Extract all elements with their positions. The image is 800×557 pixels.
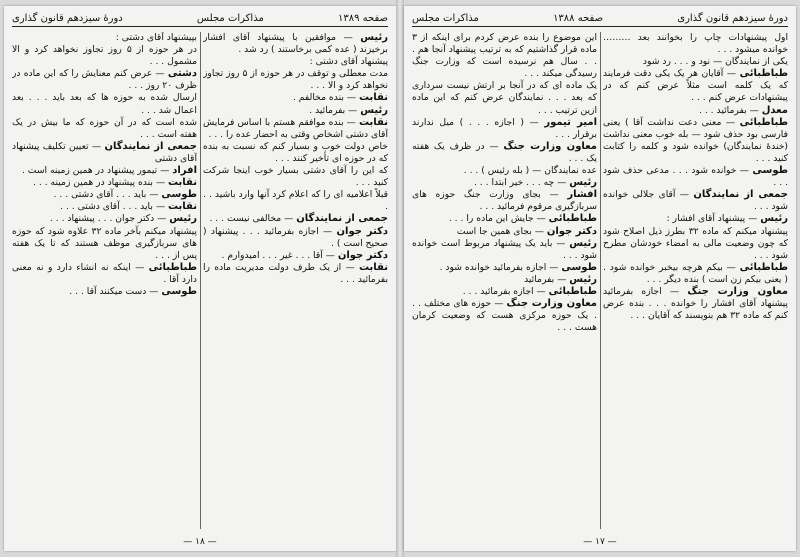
paragraph — [603, 56, 788, 68]
paragraph-text: — بفرمائید . . . — [699, 104, 759, 116]
paragraph — [412, 165, 597, 177]
speaker-name: معدل — [761, 104, 788, 116]
paragraph-text: — جایش این ماده را . . . — [448, 213, 546, 225]
paragraph — [12, 177, 197, 189]
paragraph — [12, 92, 197, 116]
paragraph — [203, 56, 388, 68]
speaker-name: معاون وزارت جنگ — [687, 285, 788, 297]
paragraph-text: — آقایان هر یک یکی دقت فرمایند که یک کلمه است مثلاً عرض کنم که در پیشنهادات عرض کنم . . . — [603, 68, 788, 104]
journal-title: مذاکرات مجلس — [196, 12, 264, 24]
paragraph-text: — بفرمائید . — [309, 104, 358, 116]
paragraph — [12, 262, 197, 286]
paragraph-text: این موضوع را بنده عرض کردم برای اینکه از ۳ ماده قرار گذاشتیم که به ترتیب پیشنهاد آنجا هم . . . سال هم نرسیده است که وزارت جنگ رسیدگی میکند . . . — [412, 32, 597, 80]
speaker-name: نقابت — [358, 261, 388, 273]
paragraph-text: که این را آقای دشتی بسیار خوب اینجا شرکت کنید . . . — [203, 165, 388, 189]
speaker-name: رئیس — [760, 213, 788, 225]
text-column — [603, 32, 788, 529]
speaker-name: طباطبائی — [548, 285, 597, 297]
speaker-name: افشار — [567, 189, 597, 201]
speaker-name: دکتر جوان — [546, 225, 597, 237]
paragraph — [603, 32, 788, 56]
paragraph-text: اول پیشنهادات چاپ را بخوانند بعد ……… خوانده میشود . . . — [603, 32, 788, 56]
paragraph-text: شده است که در آن حوزه که ما بیش در یک هفته است . . . — [12, 116, 197, 140]
paragraph-text: — معنی دعت نداشت آقا ) یعنی فارسی بود حذف شود — بله خوب معنی نداشت (خندهٔ نمایندگان) خوانده شود و کلمه را کتابت کنید . . . — [603, 116, 788, 164]
paragraph — [12, 189, 197, 201]
paragraph-text: — اجازه بفرمائید پیشنهاد آقای افشار را خوانده . . . بنده عرض کنم که ماده ۳۲ هم بنویسند که آقایان . . . — [603, 285, 788, 322]
speaker-name: رئیس — [569, 237, 597, 249]
paragraph-text: — تیمور پیشنهاد در همین زمینه است . — [21, 165, 170, 177]
paragraph — [603, 213, 788, 225]
paragraph — [412, 141, 597, 165]
book-gutter — [396, 0, 404, 557]
paragraph — [203, 189, 388, 213]
paragraph — [412, 298, 597, 334]
paragraph — [12, 44, 197, 68]
paragraph — [12, 32, 197, 44]
paragraph-text: — تعیین تکلیف پیشنهاد آقای دشتی — [12, 140, 197, 164]
paragraph — [203, 250, 388, 262]
speaker-name: دکتر جوان — [337, 249, 388, 261]
paragraph-text: — مخالفی نیست . . . — [209, 213, 294, 225]
paragraph-text: — اجازه بفرمائید . . . — [462, 285, 546, 297]
paragraph-text: — بنده موافقم هستم با اساس فرمایش آقای دشتی اشخاص وقتی به احضار عده را . . . — [203, 116, 388, 140]
paragraph-text: — باید یک پیشنهاد مربوط است خوانده شود . . . — [412, 237, 597, 261]
paragraph — [12, 201, 197, 213]
paragraph — [603, 117, 788, 165]
speaker-name: رئیس — [169, 213, 197, 225]
page-footer-number: — ۱۸ — — [183, 537, 217, 547]
paragraph-text: در هر حوزه از ۵ روز تجاوز نخواهد کرد و الا مشمول . . . — [12, 44, 197, 68]
paragraph-text: — بفرمائید — [524, 273, 567, 285]
paragraph-text: — خوانده شود . . . مدعی حذف شود . . . — [603, 165, 788, 189]
paragraph — [203, 226, 388, 250]
paragraph — [603, 286, 788, 322]
paragraph-text: — بنده پیشنهاد در همین زمینه . . . — [33, 177, 166, 189]
paragraph-text: خاص دولت خوب و بسیار کنم که نسبت به بنده که در حوزه ای تأخیر کنند . . . — [203, 140, 388, 164]
paragraph — [203, 262, 388, 286]
speaker-name: دکتر جوان — [336, 225, 388, 237]
speaker-name: دشتی — [167, 68, 197, 80]
paragraph — [203, 213, 388, 225]
speaker-name: جمعی از نمایندگان — [296, 213, 388, 225]
paragraph-text: — در ظرف یک هفته یک . . . — [412, 140, 597, 164]
paragraph-text: — آقای جلالی خوانده شود . . . — [603, 189, 788, 213]
right-page — [404, 6, 796, 551]
speaker-name: جمعی از نمایندگان — [693, 189, 788, 201]
paragraph-text: ارسال شده به حوزه ها که بعد باید . . . بعد اعمال شد . . . — [12, 92, 197, 116]
paragraph — [412, 213, 597, 225]
paragraph-text: — باید . . . آقای دشتی . . . — [60, 201, 166, 213]
paragraph — [412, 32, 597, 80]
paragraph-text: — عرض کنم معنایش را که این ماده در ظرف ۲۰ روز . . . — [12, 68, 197, 92]
paragraph-text: — بیکم هرچه بیخبر خوانده شود . ( یعنی بیکم زن است ) بنده دیگر . . . — [603, 261, 788, 285]
page-number: صفحه ۱۳۸۹ — [337, 12, 388, 24]
paragraph — [203, 117, 388, 141]
paragraph-text: — بجای همین جا است — [456, 225, 544, 237]
paragraph — [412, 226, 597, 238]
session-title: دورهٔ سیزدهم قانون گذاری — [677, 12, 788, 24]
page-footer-number: — ۱۷ — — [583, 537, 617, 547]
speaker-name: طباطبائی — [739, 261, 788, 273]
paragraph — [412, 286, 597, 298]
speaker-name: نقابت — [358, 92, 388, 104]
speaker-name: معاون وزارت جنگ — [506, 298, 597, 310]
paragraph — [203, 32, 388, 56]
speaker-name: جمعی از نمایندگان — [104, 140, 197, 152]
paragraph — [12, 226, 197, 262]
paragraph — [12, 286, 197, 298]
paragraph — [203, 141, 388, 165]
speaker-name: طوسی — [752, 165, 788, 177]
paragraph — [603, 165, 788, 189]
paragraph — [203, 92, 388, 104]
paragraph — [203, 165, 388, 189]
paragraph-text: پیشنهاد میکنم که ماده ۳۲ بطرز ذیل اصلاح شود که چون وضعیت مالی به امضاء خودشان مطرح شود . . . — [603, 225, 788, 261]
speaker-name: رئیس — [360, 104, 388, 116]
speaker-name: نقابت — [167, 177, 197, 189]
speaker-name: طباطبائی — [739, 68, 788, 80]
page-header — [12, 10, 388, 27]
paragraph — [603, 189, 788, 213]
left-page — [4, 6, 396, 551]
paragraph — [412, 238, 597, 262]
paragraph-text: یک ماده ای که در آنجا بر ارتش نیست سرداری که بعد . . . نمایندگان عرض کنم که این ماده ازین ترتیب . . . — [412, 80, 597, 116]
speaker-name: معاون وزارت جنگ — [503, 140, 597, 152]
paragraph-text: — بجای وزارت جنگ حوزه های سربازگیری مرقوم فرمائید . . . — [412, 189, 597, 213]
page-number: صفحه ۱۳۸۸ — [553, 12, 604, 24]
speaker-name: طباطبائی — [739, 116, 788, 128]
paragraph-text: بپیشنهاد آقای دشتی : — [115, 32, 197, 43]
page-header — [412, 10, 788, 27]
paragraph-text: — از یک طرف دولت مدیریت ماده را بفرمائید . . . — [203, 261, 388, 285]
paragraph-text: پیشنهاد میکنم بآخر ماده ۳۲ علاوه شود که حوزه های سربازگیری موظف هستند که تا یک هفته پس از . . . — [12, 225, 197, 261]
paragraph — [412, 117, 597, 141]
paragraph — [412, 274, 597, 286]
speaker-name: طباطبائی — [148, 261, 197, 273]
speaker-name: طوسی — [161, 189, 197, 201]
paragraph-text: — اینکه نه انشاء دارد و نه معنی دارد آقا . — [12, 261, 197, 285]
speaker-name: نقابت — [358, 116, 388, 128]
paragraph — [203, 105, 388, 117]
text-column — [203, 32, 388, 529]
paragraph-text: — پیشنهاد آقای افشار : — [666, 213, 758, 225]
paragraph-text: عده نمایندگان — ( بله رئیس ) . . . — [463, 165, 597, 177]
paragraph-text: — اجازه بفرمائید . . . پیشنهاد ( صحیح است ) . — [203, 225, 388, 249]
paragraph — [603, 105, 788, 117]
paragraph-text: یکی از نمایندگان — نود و . . . رد شود — [642, 56, 788, 68]
paragraph — [12, 117, 197, 141]
paragraph-text: پیشنهاد آقای دشتی : — [309, 56, 388, 68]
paragraph-text: — موافقین با پیشنهاد آقای افشار برخیزند ( عده کمی برخاستند ) رد شد . — [203, 32, 388, 56]
paragraph — [412, 177, 597, 189]
text-columns — [12, 32, 388, 529]
paragraph — [412, 189, 597, 213]
paragraph-text: — حوزه های مختلف . . . یک حوزه مرکزی هست که وضعیت کرمان هست . . . — [412, 298, 597, 334]
speaker-name: افراد — [172, 165, 197, 177]
paragraph-text: — باید . . . آقای دشتی . . . — [53, 189, 159, 201]
speaker-name: طباطبائی — [548, 213, 597, 225]
speaker-name: رئیس — [569, 177, 597, 189]
text-columns — [412, 32, 788, 529]
paragraph-text: — بنده مخالفم . — [292, 92, 357, 104]
text-column — [12, 32, 197, 529]
journal-title: مذاكرات مجلس — [412, 12, 479, 24]
paragraph — [203, 68, 388, 92]
speaker-name: طوسی — [561, 261, 597, 273]
paragraph-text: — آقا . . . غیر . . . امیدوارم . — [221, 249, 335, 261]
speaker-name: نقابت — [167, 201, 197, 213]
paragraph-text: — دکتر جوان . . . پیشنهاد . . . — [49, 213, 167, 225]
paragraph-text: — ( اجازه . . . ) میل ندارند برقرار . . . — [412, 116, 597, 140]
paragraph-text: — اجازه بفرمائید خوانده شود . — [439, 261, 559, 273]
paragraph — [12, 68, 197, 92]
speaker-name: رئیس — [360, 32, 388, 43]
paragraph-text: مدت معطلی و توقف در هر حوزه از ۵ روز تجاوز نخواهد کرد و الا . . . — [203, 68, 388, 92]
text-column — [412, 32, 597, 529]
speaker-name: طوسی — [161, 285, 197, 297]
paragraph — [12, 213, 197, 225]
paragraph — [603, 262, 788, 286]
paragraph-text: — دست میکنند آقا . . . — [69, 285, 159, 297]
paragraph-text: — چه . . . خیر ابتدا . . . — [473, 177, 567, 189]
paragraph — [412, 80, 597, 116]
speaker-name: امیر تیمور — [544, 116, 597, 128]
paragraph — [412, 262, 597, 274]
paragraph — [603, 68, 788, 104]
session-title: دورهٔ سیزدهم قانون گذاری — [12, 12, 123, 24]
paragraph — [12, 141, 197, 165]
speaker-name: رئیس — [569, 273, 597, 285]
paragraph — [603, 226, 788, 262]
paragraph-text: قبلاً اعلامیه ای را که اعلام کرد آنها وارد باشید . . . — [203, 189, 388, 213]
paragraph — [12, 165, 197, 177]
